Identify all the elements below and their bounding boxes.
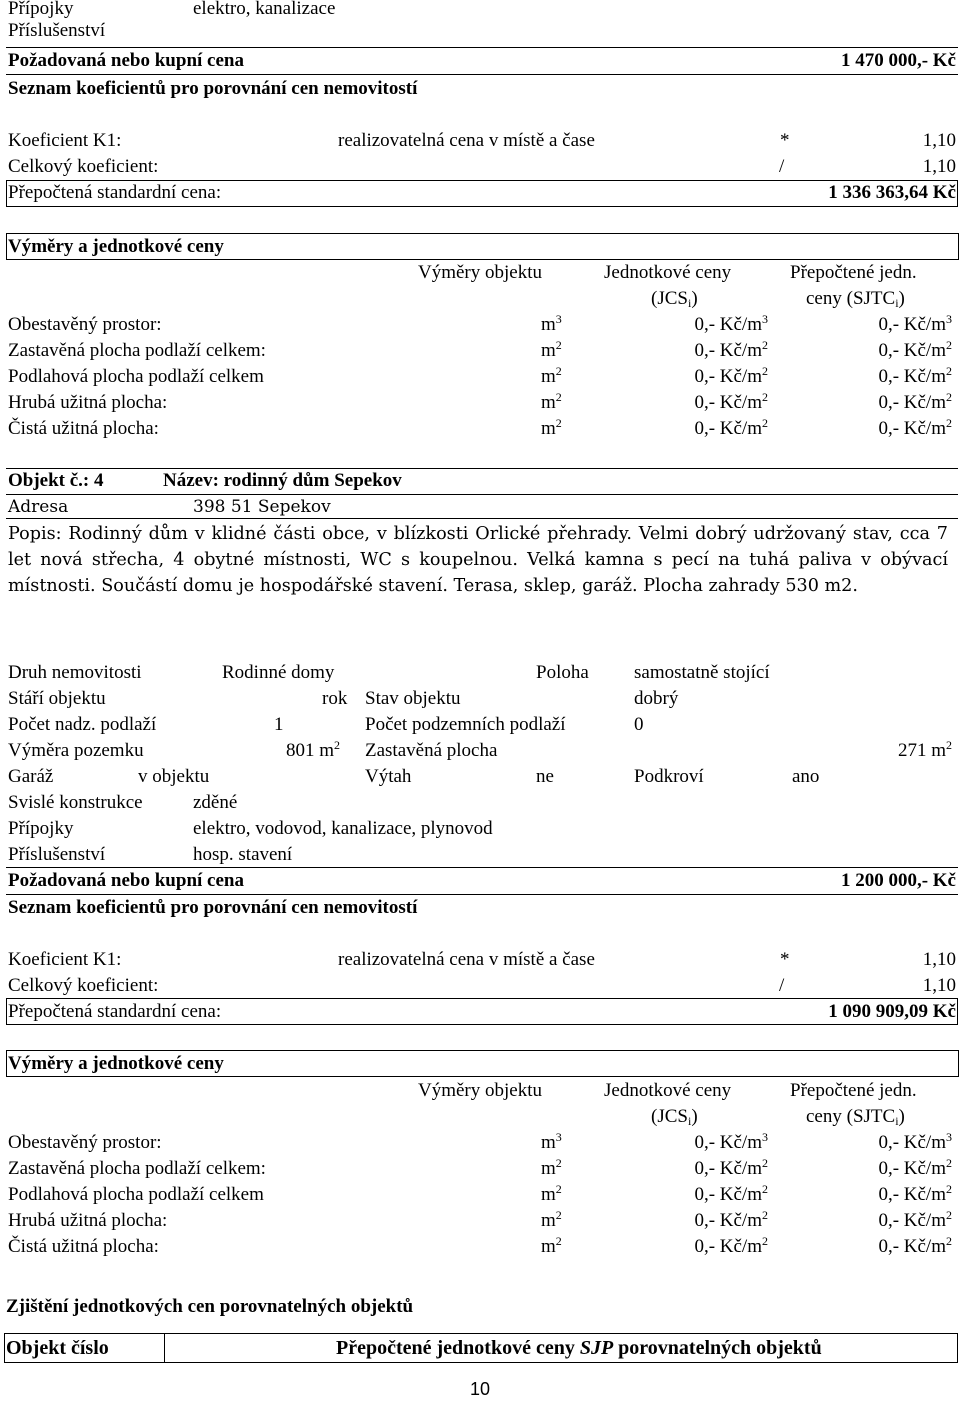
areas-row-unit: $m^2$ [541,1182,562,1205]
k1-value: 1,10 [922,949,956,970]
areas-row-unit: $m^2$ [541,338,562,361]
areas-row-unit: $m^3$ [541,1130,562,1153]
std-price-label: Přepočtená standardní cena: [8,182,222,203]
total-coef-operator: / [779,975,785,996]
pripojky-label: Přípojky [8,818,74,839]
prislusenstvi-label: Příslušenství [8,20,106,41]
address-label: Adresa [8,497,69,517]
areas-row-jcs: 0,- $Kč/m^2$ [694,1208,768,1231]
areas-row-jcs: 0,- $Kč/m^3$ [694,312,768,335]
areas-row-jcs: 0,- $Kč/m^2$ [694,416,768,439]
col-converted-header-2: ceny $(SJTC_i)$ [806,1106,905,1128]
k1-desc: realizovatelná cena v místě a čase [338,130,595,151]
areas-row-jcs: 0,- $Kč/m^2$ [694,390,768,413]
total-coef-value: 1,10 [922,975,956,996]
std-price-label: Přepočtená standardní cena: [8,1001,222,1022]
coef-list-label: Seznam koeficientů pro porovnání cen nemovitostí [8,897,418,918]
nadz-label: Počet nadz. podlaží [8,714,157,735]
price-value: 1 470 000,- Kč [840,50,956,71]
pripojky-label: Přípojky [8,0,74,19]
areas-row-label: Hrubá užitná plocha: [8,392,168,413]
col-converted-header: Přepočtené jedn. [790,262,917,283]
total-coef-value: 1,10 [922,156,956,177]
areas-row-sjtc: 0,- $Kč/m^2$ [878,1156,952,1179]
areas-row-unit: $m^3$ [541,312,562,335]
areas-row-unit: $m^2$ [541,364,562,387]
total-coef-label: Celkový koeficient: [8,975,159,996]
object-name: Název: rodinný dům Sepekov [163,470,402,491]
areas-row-sjtc: 0,- $Kč/m^2$ [878,1182,952,1205]
garaz-label: Garáž [8,766,54,787]
areas-row-jcs: 0,- $Kč/m^2$ [694,1182,768,1205]
areas-row-unit: $m^2$ [541,416,562,439]
areas-section-title: Výměry a jednotkové ceny [8,236,224,257]
summary-col-object: Objekt číslo [6,1337,109,1359]
garaz-value: v objektu [138,766,210,787]
zastavena-label: Zastavěná plocha [365,740,498,761]
col-unit-price-header-2: $(JCS_i)$ [651,1106,698,1128]
pripojky-value: elektro, vodovod, kanalizace, plynovod [193,818,493,839]
col-areas-header: Výměry objektu [418,1080,543,1101]
poloha-value: samostatně stojící [634,662,770,683]
podkrovi-label: Podkroví [634,766,704,787]
areas-row-label: Obestavěný prostor: [8,1132,162,1153]
areas-row-label: Obestavěný prostor: [8,314,162,335]
podkrovi-value: ano [792,766,820,787]
k1-desc: realizovatelná cena v místě a čase [338,949,595,970]
areas-row-sjtc: 0,- $Kč/m^2$ [878,364,952,387]
svisle-value: zděné [193,792,238,813]
std-price-value: 1 336 363,64 Kč [828,182,956,203]
prislusenstvi-value: hosp. stavení [193,844,293,865]
stav-value: dobrý [634,688,679,709]
areas-row-label: Podlahová plocha podlaží celkem [8,366,264,387]
areas-row-label: Čistá užitná plocha: [8,418,159,439]
areas-row-unit: $m^2$ [541,1208,562,1231]
total-coef-operator: / [779,156,785,177]
areas-row-sjtc: 0,- $Kč/m^3$ [878,312,952,335]
stari-unit: rok [322,688,348,709]
col-converted-header-2: ceny $(SJTC_i)$ [806,288,905,310]
std-price-value: 1 090 909,09 Kč [828,1001,956,1022]
areas-row-label: Zastavěná plocha podlaží celkem: [8,340,266,361]
areas-row-sjtc: 0,- $Kč/m^2$ [878,1234,952,1257]
areas-row-sjtc: 0,- $Kč/m^2$ [878,416,952,439]
address-value: 398 51 Sepekov [193,497,331,517]
pozemek-label: Výměra pozemku [8,740,144,761]
k1-value: 1,10 [922,130,956,151]
areas-row-label: Hrubá užitná plocha: [8,1210,168,1231]
pozemek-value: 801 $m^2$ [286,738,341,761]
areas-row-label: Podlahová plocha podlaží celkem [8,1184,264,1205]
svisle-label: Svislé konstrukce [8,792,143,813]
nadz-value: 1 [274,714,284,735]
vytah-label: Výtah [365,766,412,787]
podz-value: 0 [634,714,644,735]
k1-operator: * [780,130,790,151]
areas-row-unit: $m^2$ [541,390,562,413]
col-unit-price-header: Jednotkové ceny [604,1080,732,1101]
areas-row-unit: $m^2$ [541,1234,562,1257]
page-number: 10 [469,1379,491,1399]
areas-row-sjtc: 0,- $Kč/m^2$ [878,1208,952,1231]
k1-label: Koeficient K1: [8,130,122,151]
coef-list-label: Seznam koeficientů pro porovnání cen nemovitostí [8,78,418,99]
poloha-label: Poloha [536,662,589,683]
areas-row-sjtc: 0,- $Kč/m^3$ [878,1130,952,1153]
col-unit-price-header: Jednotkové ceny [604,262,732,283]
summary-col-prices: Přepočtené jednotkové ceny SJP porovnatelných objektů [336,1337,822,1359]
price-label: Požadovaná nebo kupní cena [8,870,244,891]
k1-operator: * [780,949,790,970]
areas-row-label: Čistá užitná plocha: [8,1236,159,1257]
podz-label: Počet podzemních podlaží [365,714,566,735]
areas-row-sjtc: 0,- $Kč/m^2$ [878,390,952,413]
druh-label: Druh nemovitosti [8,662,142,683]
stav-label: Stav objektu [365,688,461,709]
areas-row-sjtc: 0,- $Kč/m^2$ [878,338,952,361]
areas-row-jcs: 0,- $Kč/m^2$ [694,1156,768,1179]
prislusenstvi-label: Příslušenství [8,844,106,865]
areas-row-unit: $m^2$ [541,1156,562,1179]
price-value: 1 200 000,- Kč [840,870,956,891]
object-number: Objekt č.: 4 [8,470,104,491]
object-description: Popis: Rodinný dům v klidné části obce, v blízkosti Orlické přehrady. Velmi dobrý udržovaný stav, cca 7 let nová střecha, 4 obytné místnosti, WC s koupelnou. Velká kamna s pecí na tuhá paliva v obývací místnosti. Součástí domu je hospodářské stavení. Terasa, sklep, garáž. Plocha zahrady 530 m2. [8,524,948,596]
areas-row-jcs: 0,- $Kč/m^2$ [694,338,768,361]
areas-row-label: Zastavěná plocha podlaží celkem: [8,1158,266,1179]
areas-section-title: Výměry a jednotkové ceny [8,1053,224,1074]
total-coef-label: Celkový koeficient: [8,156,159,177]
summary-title: Zjištění jednotkových cen porovnatelných objektů [6,1296,414,1317]
col-unit-price-header-2: $(JCS_i)$ [651,288,698,310]
areas-row-jcs: 0,- $Kč/m^2$ [694,1234,768,1257]
stari-label: Stáří objektu [8,688,106,709]
k1-label: Koeficient K1: [8,949,122,970]
druh-value: Rodinné domy [222,662,335,683]
areas-row-jcs: 0,- $Kč/m^2$ [694,364,768,387]
vytah-value: ne [536,766,554,787]
zastavena-value: 271 $m^2$ [897,738,952,761]
col-areas-header: Výměry objektu [418,262,543,283]
pripojky-value: elektro, kanalizace [193,0,336,19]
price-label: Požadovaná nebo kupní cena [8,50,244,71]
col-converted-header: Přepočtené jedn. [790,1080,917,1101]
areas-row-jcs: 0,- $Kč/m^3$ [694,1130,768,1153]
